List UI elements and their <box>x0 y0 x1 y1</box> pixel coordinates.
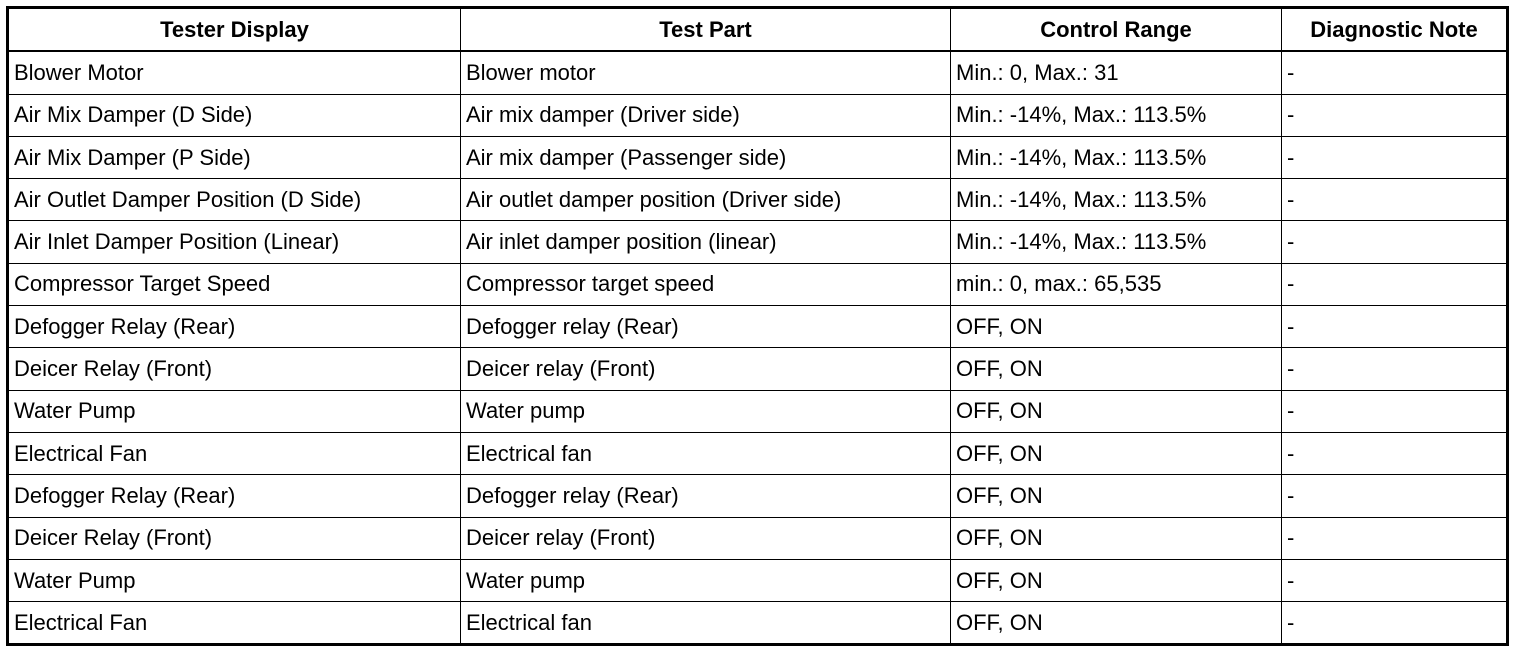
cell-control-range: OFF, ON <box>951 602 1282 645</box>
cell-tester-display: Water Pump <box>8 559 461 601</box>
cell-diagnostic-note: - <box>1282 602 1508 645</box>
cell-control-range: min.: 0, max.: 65,535 <box>951 263 1282 305</box>
cell-tester-display: Defogger Relay (Rear) <box>8 475 461 517</box>
cell-control-range: OFF, ON <box>951 432 1282 474</box>
cell-test-part: Air inlet damper position (linear) <box>461 221 951 263</box>
cell-diagnostic-note: - <box>1282 559 1508 601</box>
cell-test-part: Electrical fan <box>461 432 951 474</box>
table-row <box>8 475 1508 517</box>
table-row <box>8 94 1508 136</box>
table-row <box>8 221 1508 263</box>
table-row <box>8 263 1508 305</box>
cell-diagnostic-note: - <box>1282 179 1508 221</box>
active-test-table <box>6 6 1509 646</box>
cell-control-range: OFF, ON <box>951 475 1282 517</box>
header-control-range: Control Range <box>951 8 1282 52</box>
cell-tester-display: Air Outlet Damper Position (D Side) <box>8 179 461 221</box>
header-test-part: Test Part <box>461 8 951 52</box>
cell-tester-display: Blower Motor <box>8 51 461 94</box>
cell-test-part: Deicer relay (Front) <box>461 348 951 390</box>
cell-control-range: OFF, ON <box>951 559 1282 601</box>
table-row <box>8 136 1508 178</box>
header-tester-display: Tester Display <box>8 8 461 52</box>
active-test-table-container <box>6 6 1506 646</box>
header-row <box>8 8 1508 52</box>
cell-test-part: Blower motor <box>461 51 951 94</box>
table-header <box>8 8 1508 52</box>
cell-control-range: OFF, ON <box>951 390 1282 432</box>
table-row <box>8 517 1508 559</box>
cell-control-range: Min.: -14%, Max.: 113.5% <box>951 136 1282 178</box>
cell-control-range: Min.: -14%, Max.: 113.5% <box>951 94 1282 136</box>
cell-diagnostic-note: - <box>1282 263 1508 305</box>
cell-tester-display: Compressor Target Speed <box>8 263 461 305</box>
table-row <box>8 432 1508 474</box>
cell-diagnostic-note: - <box>1282 390 1508 432</box>
table-row <box>8 348 1508 390</box>
cell-diagnostic-note: - <box>1282 136 1508 178</box>
cell-test-part: Deicer relay (Front) <box>461 517 951 559</box>
cell-control-range: Min.: 0, Max.: 31 <box>951 51 1282 94</box>
cell-control-range: OFF, ON <box>951 348 1282 390</box>
table-row <box>8 306 1508 348</box>
table-row <box>8 559 1508 601</box>
cell-test-part: Defogger relay (Rear) <box>461 306 951 348</box>
cell-test-part: Defogger relay (Rear) <box>461 475 951 517</box>
cell-test-part: Air mix damper (Passenger side) <box>461 136 951 178</box>
cell-tester-display: Air Inlet Damper Position (Linear) <box>8 221 461 263</box>
cell-diagnostic-note: - <box>1282 517 1508 559</box>
cell-test-part: Air outlet damper position (Driver side) <box>461 179 951 221</box>
cell-control-range: Min.: -14%, Max.: 113.5% <box>951 179 1282 221</box>
cell-diagnostic-note: - <box>1282 51 1508 94</box>
cell-tester-display: Deicer Relay (Front) <box>8 517 461 559</box>
cell-test-part: Water pump <box>461 390 951 432</box>
cell-tester-display: Electrical Fan <box>8 602 461 645</box>
cell-test-part: Air mix damper (Driver side) <box>461 94 951 136</box>
cell-tester-display: Water Pump <box>8 390 461 432</box>
cell-diagnostic-note: - <box>1282 432 1508 474</box>
cell-diagnostic-note: - <box>1282 94 1508 136</box>
cell-control-range: OFF, ON <box>951 306 1282 348</box>
table-row <box>8 602 1508 645</box>
cell-tester-display: Defogger Relay (Rear) <box>8 306 461 348</box>
cell-control-range: Min.: -14%, Max.: 113.5% <box>951 221 1282 263</box>
cell-tester-display: Deicer Relay (Front) <box>8 348 461 390</box>
cell-tester-display: Electrical Fan <box>8 432 461 474</box>
cell-diagnostic-note: - <box>1282 221 1508 263</box>
cell-control-range: OFF, ON <box>951 517 1282 559</box>
cell-diagnostic-note: - <box>1282 348 1508 390</box>
table-row <box>8 51 1508 94</box>
cell-tester-display: Air Mix Damper (P Side) <box>8 136 461 178</box>
header-diagnostic-note: Diagnostic Note <box>1282 8 1508 52</box>
cell-diagnostic-note: - <box>1282 306 1508 348</box>
table-body <box>8 51 1508 645</box>
cell-test-part: Compressor target speed <box>461 263 951 305</box>
table-row <box>8 179 1508 221</box>
cell-tester-display: Air Mix Damper (D Side) <box>8 94 461 136</box>
cell-test-part: Water pump <box>461 559 951 601</box>
cell-test-part: Electrical fan <box>461 602 951 645</box>
cell-diagnostic-note: - <box>1282 475 1508 517</box>
table-row <box>8 390 1508 432</box>
